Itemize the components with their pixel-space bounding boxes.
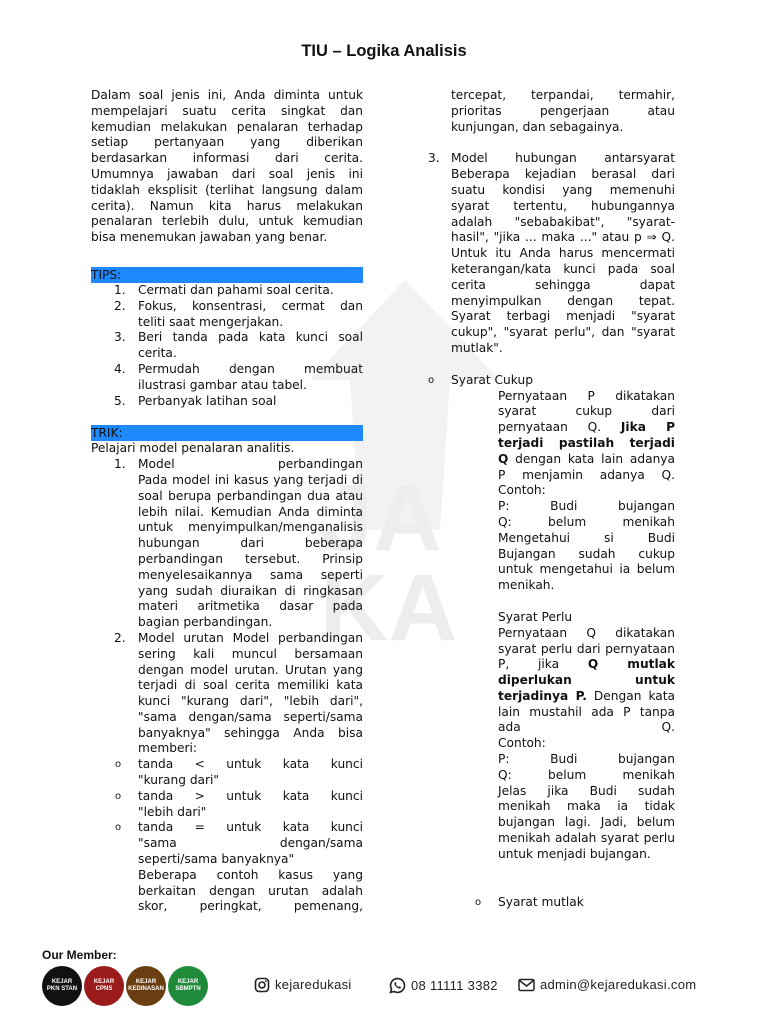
item-text: lebih nilai. Kemudian Anda diminta [138, 504, 363, 519]
item-text: Permudah dengan membuat [138, 361, 363, 376]
intro-line: Umumnya jawaban dari soal jenis ini [91, 166, 363, 181]
instagram-handle: kejaredukasi [275, 977, 352, 993]
email-address: admin@kejaredukasi.com [540, 977, 697, 992]
model-list [428, 151, 675, 356]
item-text: skor, peringkat, pemenang, [138, 899, 363, 914]
item-text: P menjamin adanya Q. [498, 467, 675, 482]
item-text: keterangan/kata kunci pada soal [451, 261, 675, 276]
item-text: cukup", "syarat perlu", dan "syarat [451, 325, 675, 340]
item-text: terjadinya P. Dengan kata [498, 688, 675, 703]
left-column [91, 88, 363, 915]
item-text: lain mustahil ada P tanpa [498, 704, 675, 719]
item-text: "lebih dari" [138, 804, 207, 819]
syarat-perlu-section [428, 610, 675, 863]
item-text: Pernyataan Q dikatakan [498, 625, 675, 640]
item-text: terjadi di soal cerita memiliki kata [138, 678, 363, 693]
right-column [428, 88, 675, 910]
item-text: P, jika Q mutlak [498, 657, 675, 672]
item-text: Model urutan Model perbandingan [138, 630, 363, 645]
item-text: menyelesaikannya sama seperti [138, 567, 363, 582]
item-text: syarat tertentu, hubungannya [451, 198, 675, 213]
item-text: perbandingan tersebut. Prinsip [138, 551, 363, 566]
intro-line: bisa menemukan jawaban yang benar. [91, 230, 328, 245]
item-text: Q: belum menikah [498, 514, 675, 529]
item-text: banyaknya" sehingga Anda bisa [138, 725, 363, 740]
list-item [91, 457, 363, 631]
svg-text:JA: JA [320, 465, 442, 571]
item-text: memberi: [138, 741, 197, 756]
item-text: materi aritmetika dasar pada [138, 599, 363, 614]
list-item [91, 330, 363, 362]
list-item [91, 757, 363, 789]
list-item [91, 299, 363, 331]
continued-text [428, 88, 675, 135]
tips-list [91, 283, 363, 409]
item-text: soal berupa perbandingan dua atau [138, 488, 363, 503]
trik-lead: Pelajari model penalaran analitis. [91, 441, 295, 456]
item-number: 1. [114, 457, 126, 472]
item-text: kunci "kurang dari", "lebih dari", [138, 694, 363, 709]
item-text: terjadi pastilah terjadi [498, 435, 675, 450]
badge-kedinasan: KEJAR KEDINASAN [126, 966, 166, 1006]
item-text: ada Q. [498, 720, 675, 735]
item-text: untuk menyimpulkan/menganalisis [138, 520, 363, 535]
badge-sbmptn: KEJAR SBMPTN [168, 966, 208, 1006]
item-text: "sama dengan/sama seperti/sama [138, 709, 363, 724]
item-text: suatu kondisi yang memenuhi [451, 182, 675, 197]
intro-line: tidaklah eksplisit (terlihat langsung dalam [91, 182, 363, 197]
item-text: menikah. [498, 578, 555, 593]
list-item [91, 820, 363, 867]
item-text: tanda > untuk kata kunci [138, 788, 363, 803]
item-text: teliti saat mengerjakan. [138, 314, 284, 329]
item-text: Contoh: [498, 736, 546, 751]
badge-pkn-stan: KEJAR PKN STAN [42, 966, 82, 1006]
item-text: sering kali muncul bersamaan [138, 646, 363, 661]
email-contact[interactable] [518, 977, 696, 993]
bullet-icon: o [475, 896, 482, 908]
item-text: Beri tanda pada kata kunci soal [138, 330, 363, 345]
item-text: prioritas pengerjaan atau [451, 103, 675, 118]
item-text: seperti/sama banyaknya" [138, 852, 295, 867]
item-text: menyimpulkan dengan tepat. [451, 293, 675, 308]
item-text: tanda < untuk kata kunci [138, 757, 363, 772]
list-item [91, 789, 363, 821]
list-item [91, 394, 363, 410]
item-text: "kurang dari" [138, 773, 220, 788]
item-text: bujangan lagi. Jadi, belum [498, 815, 675, 830]
item-text: Beberapa contoh kasus yang [138, 867, 363, 882]
intro-paragraph [91, 88, 363, 246]
intro-line: mempelajari suatu cerita singkat dan [91, 103, 363, 118]
item-text: tanda = untuk kata kunci [138, 820, 363, 835]
item-text: Beberapa kejadian berasal dari [451, 167, 675, 182]
list-item [428, 151, 675, 356]
section-label: Syarat mutlak [498, 894, 584, 909]
item-text: Perbanyak latihan soal [138, 393, 277, 408]
section-label: Syarat Perlu [498, 609, 573, 624]
item-text: Jelas jika Budi sudah [498, 783, 675, 798]
badge-cpns: KEJAR CPNS [84, 966, 124, 1006]
item-text: berkaitan dengan urutan adalah [138, 883, 363, 898]
item-text: Cermati dan pahami soal cerita. [138, 282, 334, 297]
item-text: untuk menjadi bujangan. [498, 846, 651, 861]
item-text: Untuk itu Anda harus mencermati [451, 246, 675, 261]
item-text: mutlak". [451, 340, 503, 355]
list-item [91, 362, 363, 394]
intro-line: Dalam soal jenis ini, Anda diminta untuk [91, 88, 363, 102]
item-text: kunjungan, dan sebagainya. [451, 119, 624, 134]
syarat-cukup-section [428, 373, 675, 594]
item-number: 4. [114, 361, 126, 376]
item-text: cerita. [138, 346, 177, 361]
whatsapp-icon [389, 977, 406, 994]
bullet-icon: o [115, 759, 122, 771]
item-text: bagian perbandingan. [138, 615, 273, 630]
item-text: Model hubungan antarsyarat [451, 151, 675, 166]
item-number: 2. [114, 298, 126, 313]
trik-list [91, 457, 363, 757]
item-number: 2. [114, 630, 126, 645]
item-number: 5. [114, 393, 126, 408]
item-text: ilustrasi gambar atau tabel. [138, 377, 307, 392]
intro-line: setiap pertanyaan yang diberikan [91, 135, 363, 150]
mail-icon [518, 978, 535, 992]
member-badges [42, 966, 208, 1006]
item-text: Mengetahui si Budi [498, 530, 675, 545]
instagram-icon [254, 977, 270, 993]
item-text: untuk mengetahui ia belum [498, 562, 675, 577]
instagram-contact[interactable] [254, 977, 352, 993]
item-text: hubungan dari beberapa [138, 536, 363, 551]
intro-line: berdasarkan informasi dari cerita. [91, 151, 363, 166]
item-text: syarat perlu dari pernyataan [498, 641, 675, 656]
item-text: "sama dengan/sama [138, 836, 363, 851]
item-text: Q dengan kata lain adanya [498, 451, 675, 466]
intro-line: penalaran terlebih dulu, untuk kemudian [91, 214, 363, 229]
item-text: Syarat terbagi menjadi "syarat [451, 309, 675, 324]
item-text: adalah "sebabakibat", "syarat- [451, 214, 675, 229]
item-text: Q: belum menikah [498, 767, 675, 782]
item-text: hasil", "jika ... maka ..." atau p ⇒ Q. [451, 230, 675, 245]
syarat-cukup-body [451, 389, 675, 594]
whatsapp-contact[interactable] [389, 977, 498, 994]
item-text: yang sudah diuraikan di ringkasan [138, 583, 363, 598]
syarat-mutlak-section [428, 895, 675, 911]
item-text: dengan model urutan. Urutan yang [138, 662, 363, 677]
item-text: Contoh: [498, 483, 546, 498]
whatsapp-number: 08 11111 3382 [411, 977, 498, 993]
item-text: tercepat, terpandai, termahir, [451, 88, 675, 102]
item-text: P: Budi bujangan [498, 752, 675, 767]
item-text: cerita sehingga dapat [451, 277, 675, 292]
page-title: TIU – Logika Analisis [301, 42, 467, 60]
intro-line: cerita). Namun kita harus melakukan [91, 198, 363, 213]
item-text: syarat cukup dari [498, 404, 675, 419]
item-text: menikah adalah syarat perlu [498, 831, 675, 846]
bullet-icon: o [115, 790, 122, 802]
list-item [91, 631, 363, 757]
member-label: Our Member: [42, 948, 117, 962]
item-text: P: Budi bujangan [498, 499, 675, 514]
item-text: Pernyataan P dikatakan [498, 388, 675, 403]
tips-heading: TIPS: [91, 267, 363, 283]
item-text: Fokus, konsentrasi, cermat dan [138, 298, 363, 313]
item-text: Model perbandingan [138, 457, 363, 472]
item-number: 1. [114, 282, 126, 297]
item-text: Pada model ini kasus yang terjadi di [138, 472, 363, 487]
intro-line: kemudian melakukan penalaran terhadap [91, 119, 363, 134]
item-text: Bujangan sudah cukup [498, 546, 675, 561]
list-item [91, 283, 363, 299]
trik-heading: TRIK: [91, 425, 363, 441]
item-number: 3. [428, 151, 440, 166]
bullet-icon: o [428, 374, 435, 386]
item-text: pernyataan Q. Jika P [498, 420, 676, 435]
urutan-examples [91, 868, 363, 915]
item-number: 3. [114, 330, 126, 345]
bullet-icon: o [115, 822, 122, 834]
svg-text:KA: KA [320, 555, 458, 661]
item-text: diperlukan untuk [498, 673, 675, 688]
sign-bullet-list [91, 757, 363, 868]
section-label: Syarat Cukup [451, 372, 533, 387]
item-text: menikah maka ia tidak [498, 799, 675, 814]
